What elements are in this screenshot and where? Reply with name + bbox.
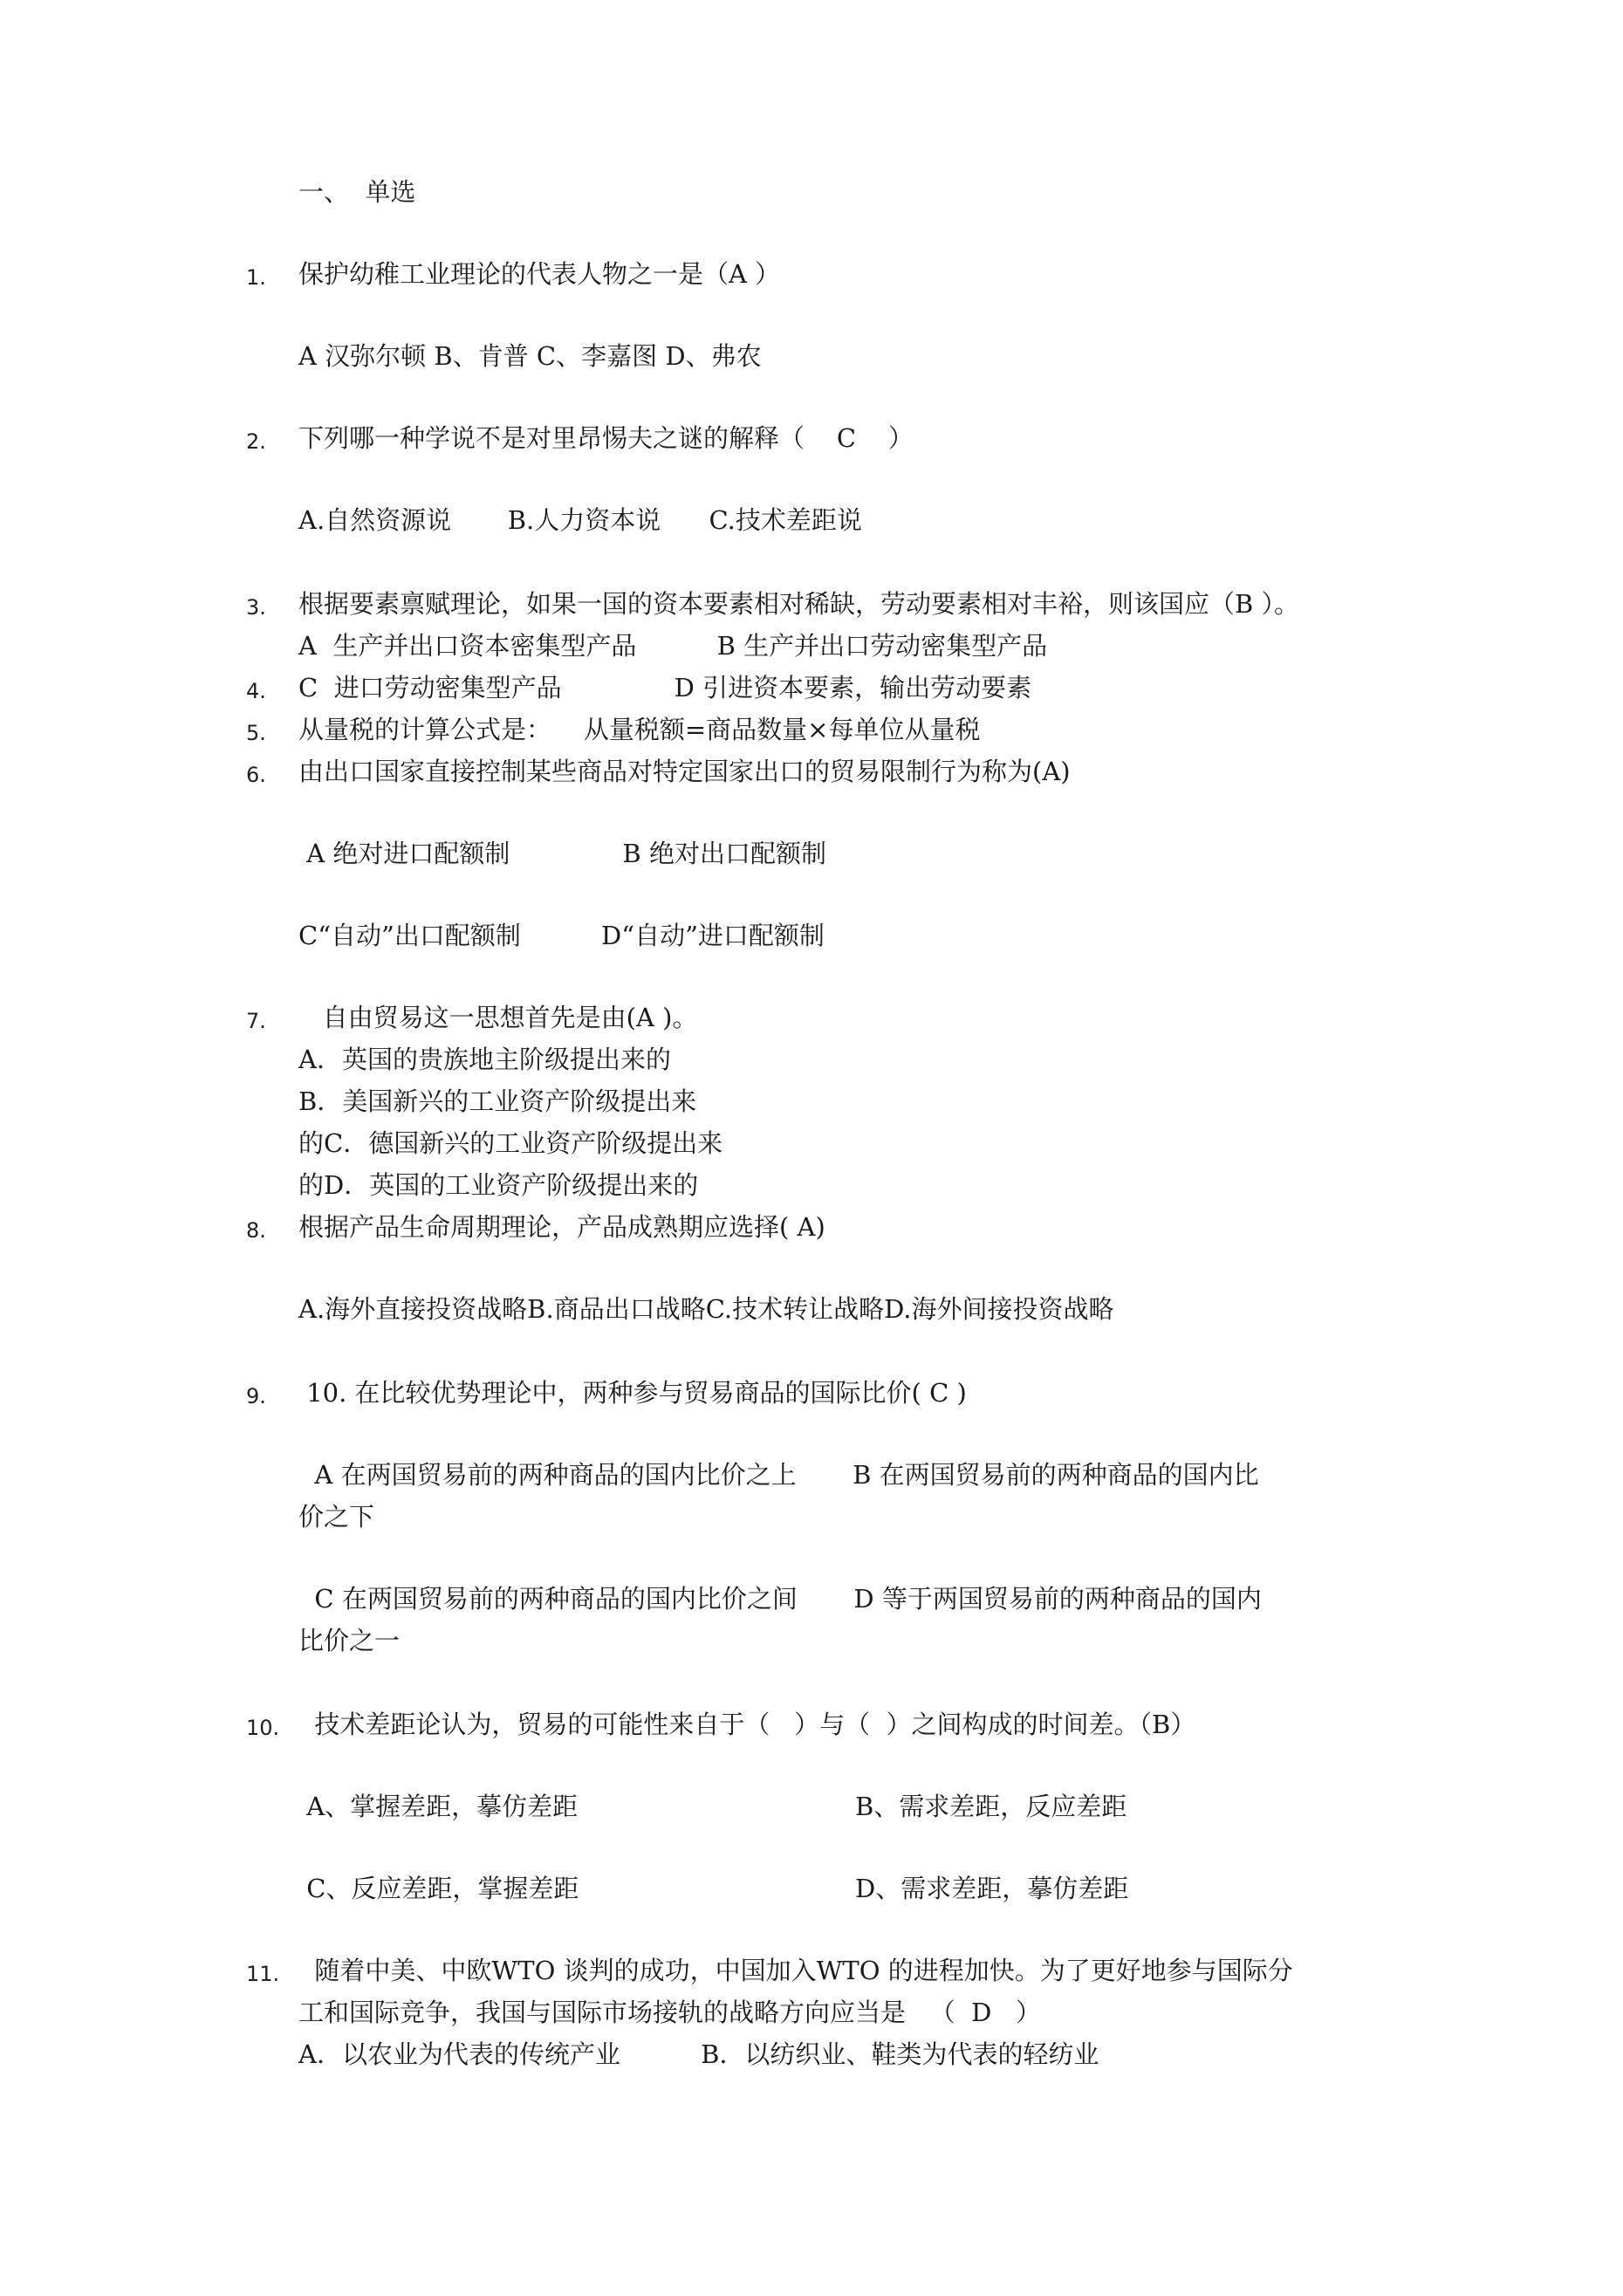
question-option: A 绝对进口配额制 B 绝对出口配额制 [298,839,826,868]
question-text: 从量税的计算公式是： 从量税额=商品数量×每单位从量税 [298,715,981,744]
question-text: 随着中美、中欧WTO 谈判的成功，中国加入WTO 的进程加快。为了更好地参与国际分 [298,1956,1293,1985]
question-option: 比价之一 [298,1626,401,1655]
question-option: D、需求差距，摹仿差距 [855,1874,1129,1903]
question-option: A、掌握差距，摹仿差距 [298,1792,579,1821]
question-option: 价之下 [298,1502,375,1532]
question-text-continued: 工和国际竞争，我国与国际市场接轨的战略方向应当是 （ D ） [298,1998,1041,2027]
question-number: 3. [246,595,266,620]
question-option: A 汉弥尔顿 B、肯普 C、李嘉图 D、弗农 [298,341,762,371]
section-heading: 一、 单选 [298,177,416,207]
question-option: C 在两国贸易前的两种商品的国内比价之间 D 等于两国贸易前的两种商品的国内 [298,1584,1262,1614]
question-number: 4. [246,679,266,703]
question-option: C“自动”出口配额制 D“自动”进口配额制 [298,921,825,950]
question-option: B、需求差距，反应差距 [855,1792,1127,1821]
question-option: A 在两国贸易前的两种商品的国内比价之上 B 在两国贸易前的两种商品的国内比 [298,1460,1259,1490]
question-text: 下列哪一种学说不是对里昂惕夫之谜的解释（ C ） [298,423,914,453]
question-option: A.自然资源说 B.人力资本说 C.技术差距说 [298,505,862,535]
question-text: 由出口国家直接控制某些商品对特定国家出口的贸易限制行为称为(A) [298,757,1071,786]
question-number: 9. [246,1384,266,1408]
question-text: 自由贸易这一思想首先是由(A )。 [298,1003,698,1032]
question-option: 的D．英国的工业资产阶级提出来的 [298,1170,699,1200]
question-number: 8. [246,1218,266,1243]
question-option: 的C．德国新兴的工业资产阶级提出来 [298,1128,723,1158]
question-number: 10. [246,1716,280,1740]
question-number: 6. [246,763,266,787]
question-option: A.海外直接投资战略B.商品出口战略C.技术转让战略D.海外间接投资战略 [298,1294,1114,1324]
question-number: 11. [246,1962,280,1986]
question-number: 5. [246,721,266,745]
question-number: 7. [246,1009,266,1033]
question-option: A．以农业为代表的传统产业 B．以纺织业、鞋类为代表的轻纺业 [298,2039,1099,2069]
question-text: 根据产品生命周期理论，产品成熟期应选择( A) [298,1212,825,1242]
question-text: 根据要素禀赋理论，如果一国的资本要素相对稀缺，劳动要素相对丰裕，则该国应（B ）。 [298,589,1300,619]
question-text: 10. 在比较优势理论中，两种参与贸易商品的国际比价( C ) [298,1378,967,1408]
question-text: 技术差距论认为，贸易的可能性来自于（ ）与（ ）之间构成的时间差。（B） [298,1710,1196,1739]
question-text: 保护幼稚工业理论的代表人物之一是（A ） [298,259,781,289]
question-option: B．美国新兴的工业资产阶级提出来 [298,1086,697,1116]
question-option: C、反应差距，掌握差距 [298,1874,579,1903]
question-text: C 进口劳动密集型产品 D 引进资本要素，输出劳动要素 [298,673,1032,703]
question-number: 1. [246,265,266,290]
question-number: 2. [246,429,266,454]
question-option: A 生产并出口资本密集型产品 B 生产并出口劳动密集型产品 [298,631,1048,661]
question-option: A．英国的贵族地主阶级提出来的 [298,1045,671,1074]
